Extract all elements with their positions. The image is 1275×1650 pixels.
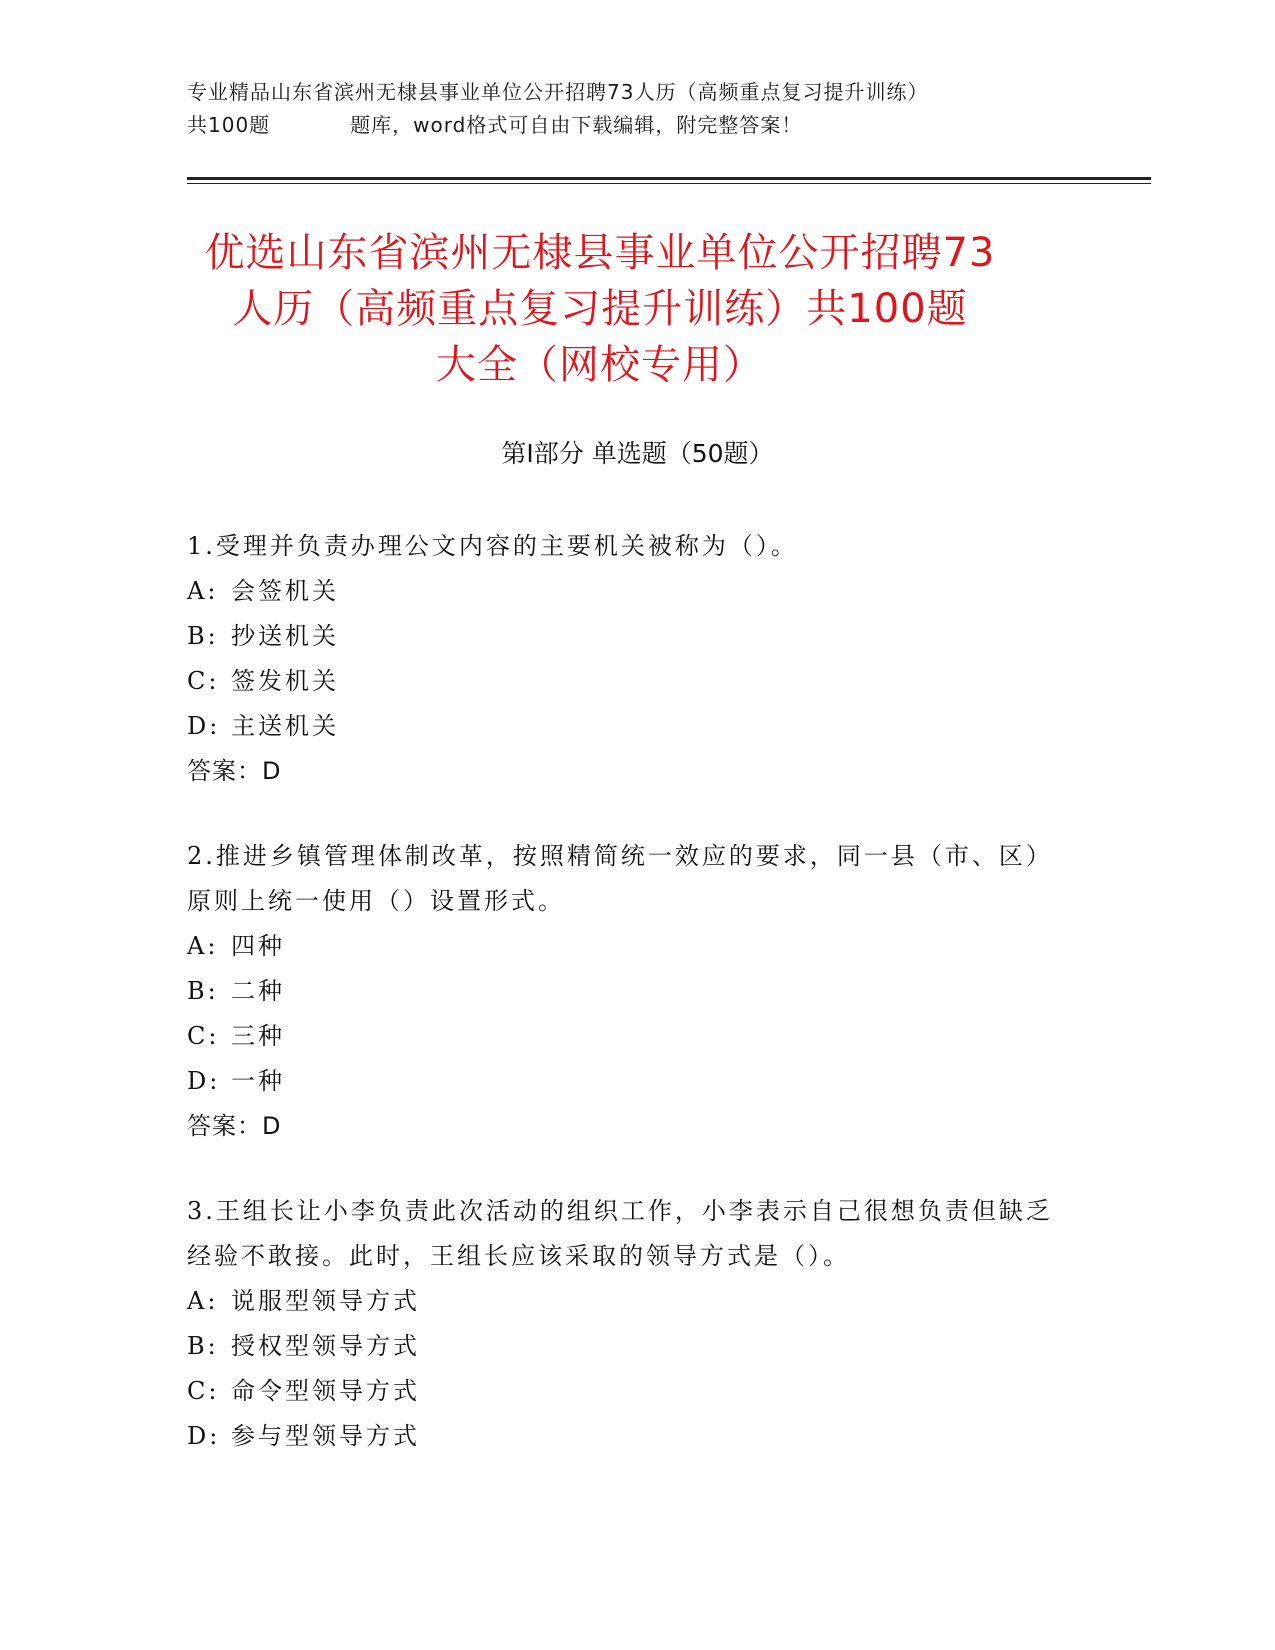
header-line-2 xyxy=(187,109,1077,142)
question-item xyxy=(187,524,1077,794)
header-divider-thick xyxy=(187,177,1151,180)
option-letter: C: xyxy=(187,667,220,695)
option-c xyxy=(187,1369,1077,1414)
question-stem: 2.推进乡镇管理体制改革，按照精简统一效应的要求，同一县（市、区）原则上统一使用（）设置形式。 xyxy=(187,842,1053,915)
question-answer: 答案：D xyxy=(187,757,282,785)
question-list xyxy=(187,524,1077,1499)
title-line-1: 优选山东省滨州无棣县事业单位公开招聘73 xyxy=(204,230,996,276)
option-letter: B: xyxy=(187,977,219,1005)
title-line-2: 人历（高频重点复习提升训练）共100题 xyxy=(232,286,968,332)
option-letter: C: xyxy=(187,1377,220,1405)
option-d xyxy=(187,1414,1077,1459)
option-letter: A: xyxy=(187,1287,219,1315)
option-a xyxy=(187,1279,1077,1324)
header-divider-thin xyxy=(187,183,1151,184)
question-answer: 答案：D xyxy=(187,1112,282,1140)
header-question-count: 共100题 xyxy=(187,113,271,137)
question-item xyxy=(187,834,1077,1149)
option-text: 三种 xyxy=(231,1022,285,1050)
option-letter: C: xyxy=(187,1022,220,1050)
header-line-1: 专业精品山东省滨州无棣县事业单位公开招聘73人历（高频重点复习提升训练） xyxy=(187,80,929,104)
option-letter: A: xyxy=(187,577,219,605)
option-a xyxy=(187,569,1077,614)
document-header xyxy=(187,76,1077,142)
option-text: 四种 xyxy=(231,932,285,960)
question-item xyxy=(187,1189,1077,1459)
option-letter: D: xyxy=(187,1422,221,1450)
question-stem: 3.王组长让小李负责此次活动的组织工作，小李表示自己很想负责但缺乏经验不敢接。此时，王组长应该采取的领导方式是（）。 xyxy=(187,1197,1053,1270)
option-text: 签发机关 xyxy=(231,667,339,695)
option-text: 主送机关 xyxy=(231,712,339,740)
option-letter: B: xyxy=(187,622,219,650)
option-c xyxy=(187,659,1077,704)
option-b xyxy=(187,1324,1077,1369)
option-text: 一种 xyxy=(231,1067,285,1095)
option-text: 抄送机关 xyxy=(231,622,339,650)
option-d xyxy=(187,1059,1077,1104)
title-line-3: 大全（网校专用） xyxy=(436,342,764,388)
section-heading: 第Ⅰ部分 单选题（50题） xyxy=(501,439,774,468)
option-text: 二种 xyxy=(231,977,285,1005)
option-text: 授权型领导方式 xyxy=(231,1332,420,1360)
question-stem: 1.受理并负责办理公文内容的主要机关被称为（）。 xyxy=(187,532,798,560)
option-text: 会签机关 xyxy=(231,577,339,605)
document-title xyxy=(150,225,1050,393)
option-text: 说服型领导方式 xyxy=(231,1287,420,1315)
option-b xyxy=(187,969,1077,1014)
option-b xyxy=(187,614,1077,659)
option-letter: D: xyxy=(187,712,221,740)
option-a xyxy=(187,924,1077,969)
header-description: 题库，word格式可自由下载编辑，附完整答案！ xyxy=(350,113,803,137)
option-d xyxy=(187,704,1077,749)
option-letter: A: xyxy=(187,932,219,960)
option-letter: D: xyxy=(187,1067,221,1095)
option-text: 命令型领导方式 xyxy=(231,1377,420,1405)
option-letter: B: xyxy=(187,1332,219,1360)
option-c xyxy=(187,1014,1077,1059)
option-text: 参与型领导方式 xyxy=(231,1422,420,1450)
